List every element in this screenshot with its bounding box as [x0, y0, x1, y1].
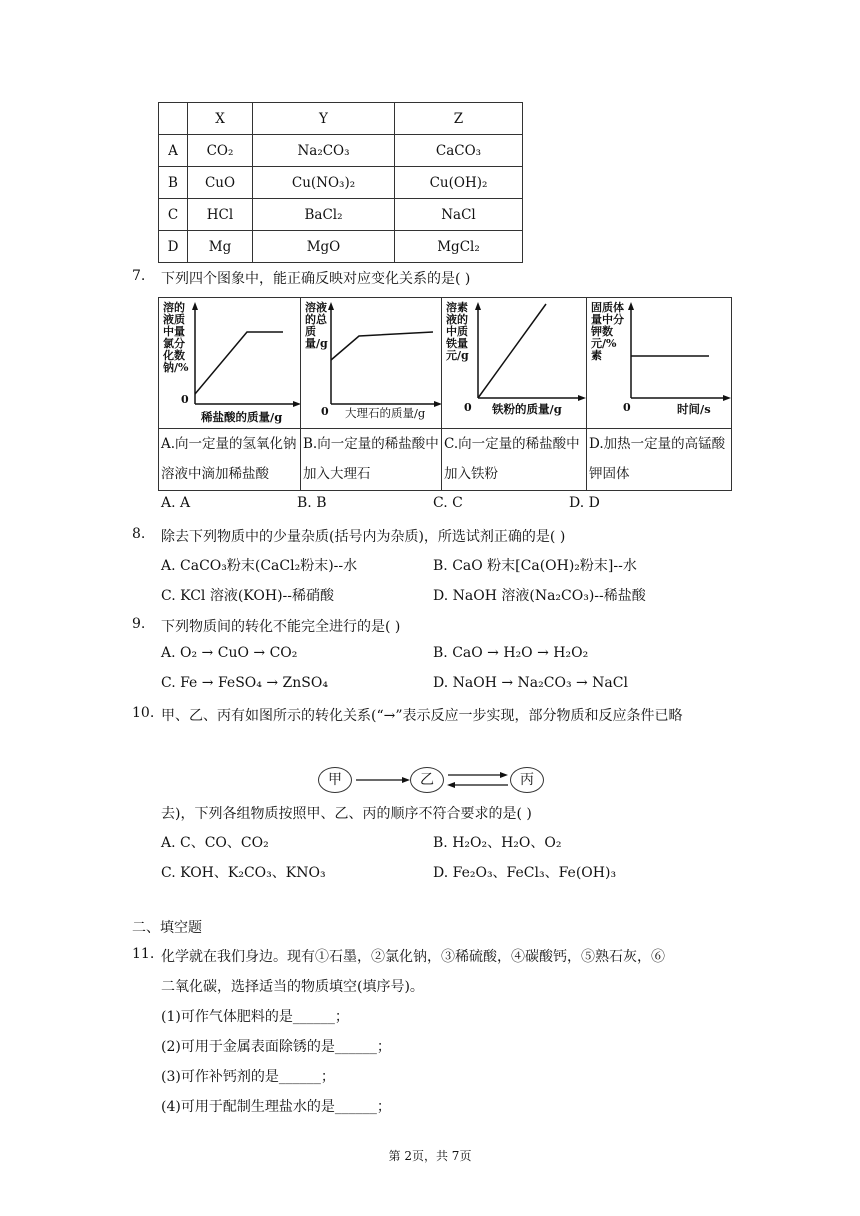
table-row — [159, 231, 523, 263]
y-axis-label: 溶液的总质量/g — [305, 301, 328, 350]
table-cell: BaCl₂ — [253, 199, 395, 231]
table-cell: CuO — [188, 167, 253, 199]
fill-blank-item[interactable]: (1)可作气体肥料的是______； — [161, 1009, 349, 1025]
arrow-head — [447, 782, 455, 788]
table-cell: CaCO₃ — [395, 135, 523, 167]
question-text-continued: 去)，下列各组物质按照甲、乙、丙的顺序不符合要求的是( ) — [161, 806, 532, 822]
table-cell: D — [159, 231, 188, 263]
question-number: 10. — [132, 705, 155, 721]
table-cell: MgO — [253, 231, 395, 263]
y-axis-arrow — [192, 302, 198, 310]
chart-caption: D.加热一定量的高锰酸钾固体 — [587, 428, 731, 489]
y-axis-arrow — [328, 302, 334, 310]
fill-blank-item[interactable]: (4)可用于配制生理盐水的是______； — [161, 1099, 391, 1115]
option-c[interactable]: C. Fe → FeSO₄ → ZnSO₄ — [161, 675, 328, 691]
arrow-head — [500, 772, 508, 778]
table-cell: B — [159, 167, 188, 199]
origin-label: 0 — [181, 393, 189, 406]
curve — [478, 304, 546, 398]
option-b[interactable]: B. CaO 粉末[Ca(OH)₂粉末]--水 — [433, 558, 637, 574]
y-axis-label: 溶的液质中量氯分化数钠/% — [163, 301, 189, 374]
fill-blank-item[interactable]: (3)可作补钙剂的是______； — [161, 1069, 335, 1085]
question-text: 下列四个图象中，能正确反映对应变化关系的是( ) — [161, 271, 471, 287]
table-cell: HCl — [188, 199, 253, 231]
chart-caption: A.向一定量的氢氧化钠溶液中滴加稀盐酸 — [159, 428, 300, 489]
fill-blank-item[interactable]: (2)可用于金属表面除锈的是______； — [161, 1039, 391, 1055]
option-d[interactable]: D. Fe₂O₃、FeCl₃、Fe(OH)₃ — [433, 865, 617, 881]
node-jia: 甲 — [318, 767, 352, 793]
table-header-cell: X — [188, 103, 253, 135]
chart-caption: B.向一定量的稀盐酸中加入大理石 — [301, 428, 441, 489]
node-bing: 丙 — [510, 767, 544, 793]
table-row — [159, 135, 523, 167]
table-cell: CO₂ — [188, 135, 253, 167]
chart-a — [158, 297, 301, 491]
arrow-head — [402, 777, 410, 783]
option-a[interactable]: A. C、CO、CO₂ — [161, 835, 269, 851]
chart-b — [300, 297, 442, 491]
table-header-cell: Z — [395, 103, 523, 135]
table-cell: Cu(OH)₂ — [395, 167, 523, 199]
page-footer: 第 2页，共 7页 — [388, 1149, 472, 1163]
option-c[interactable]: C. KOH、K₂CO₃、KNO₃ — [161, 865, 326, 881]
y-axis-label: 溶素液的中质铁量元/g — [446, 301, 469, 362]
option-b[interactable]: B. CaO → H₂O → H₂O₂ — [433, 645, 589, 661]
question-number: 9. — [132, 616, 146, 632]
origin-label: 0 — [321, 405, 329, 418]
chart-caption: C.向一定量的稀盐酸中加入铁粉 — [442, 428, 586, 489]
table-cell: Cu(NO₃)₂ — [253, 167, 395, 199]
table-cell: A — [159, 135, 188, 167]
question-text: 下列物质间的转化不能完全进行的是( ) — [161, 619, 401, 635]
question-text-continued: 二氧化碳，选择适当的物质填空(填序号)。 — [161, 979, 424, 995]
chart-d — [586, 297, 732, 491]
table-cell: NaCl — [395, 199, 523, 231]
table-cell: MgCl₂ — [395, 231, 523, 263]
curve — [195, 332, 283, 394]
table-cell: C — [159, 199, 188, 231]
question-text: 化学就在我们身边。现有①石墨，②氯化钠，③稀硫酸，④碳酸钙，⑤熟石灰，⑥ — [161, 949, 665, 965]
option-c[interactable]: C. KCl 溶液(KOH)--稀硝酸 — [161, 588, 334, 604]
table-row — [159, 199, 523, 231]
question-text: 甲、乙、丙有如图所示的转化关系(“→”表示反应一步实现，部分物质和反应条件已略 — [161, 708, 683, 724]
option-b[interactable]: B. B — [297, 495, 327, 511]
option-d[interactable]: D. NaOH → Na₂CO₃ → NaCl — [433, 675, 628, 691]
option-d[interactable]: D. D — [569, 495, 600, 511]
table-header-row — [159, 103, 523, 135]
table-cell: Mg — [188, 231, 253, 263]
x-axis-label: 稀盐酸的质量/g — [201, 410, 283, 424]
node-yi: 乙 — [410, 767, 444, 793]
table-header-cell: Y — [253, 103, 395, 135]
y-axis-arrow — [628, 302, 634, 310]
x-axis-label: 铁粉的质量/g — [492, 402, 562, 416]
x-axis-label: 大理石的质量/g — [345, 406, 426, 420]
question-number: 11. — [132, 946, 155, 962]
y-axis-label: 固质体量中分钾数元/%素 — [591, 301, 624, 362]
option-b[interactable]: B. H₂O₂、H₂O、O₂ — [433, 835, 562, 851]
diagram-arrows — [350, 768, 512, 794]
question-text: 除去下列物质中的少量杂质(括号内为杂质)，所选试剂正确的是( ) — [161, 529, 566, 545]
option-d[interactable]: D. NaOH 溶液(Na₂CO₃)--稀盐酸 — [433, 588, 646, 604]
option-c[interactable]: C. C — [433, 495, 463, 511]
x-axis-arrow — [578, 395, 586, 401]
options-table — [158, 102, 523, 263]
table-cell: Na₂CO₃ — [253, 135, 395, 167]
chart-c — [441, 297, 587, 491]
option-a[interactable]: A. O₂ → CuO → CO₂ — [161, 645, 298, 661]
question-number: 7. — [132, 268, 146, 284]
x-axis-arrow — [723, 395, 731, 401]
origin-label: 0 — [464, 401, 472, 414]
option-a[interactable]: A. A — [161, 495, 191, 511]
table-header-cell — [159, 103, 188, 135]
curve — [331, 332, 433, 360]
option-a[interactable]: A. CaCO₃粉末(CaCl₂粉末)--水 — [161, 558, 358, 574]
section-heading: 二、填空题 — [132, 920, 202, 936]
origin-label: 0 — [623, 401, 631, 414]
x-axis-label: 时间/s — [677, 402, 711, 416]
question-number: 8. — [132, 526, 146, 542]
table-row — [159, 167, 523, 199]
